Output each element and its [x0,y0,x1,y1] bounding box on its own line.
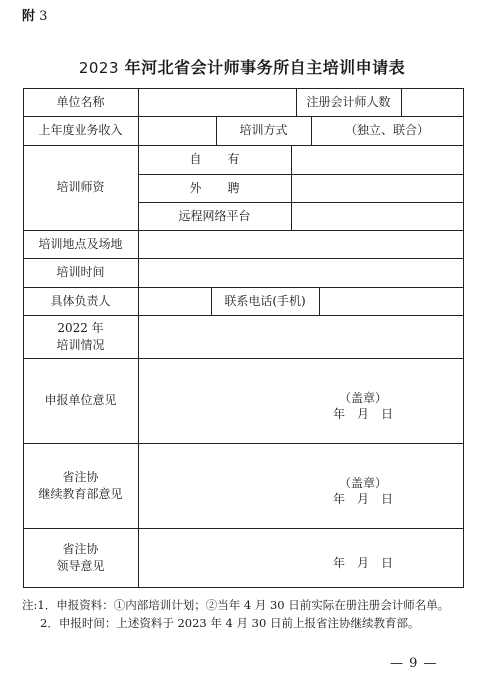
field-unit-name[interactable] [139,89,295,116]
prev-training-year: 2022 年 [57,321,104,336]
field-training-method[interactable]: （独立、联合） [344,123,429,138]
field-cpa-count[interactable] [402,89,463,116]
field-leader-opinion[interactable] [323,554,403,572]
assoc-date-text: 年 月 日 [332,492,393,506]
applicant-seal-text: （盖章） [338,390,387,405]
field-trainer-own[interactable] [292,146,463,174]
prev-training-text: 培训情况 [56,337,105,352]
applicant-date-text: 年 月 日 [332,407,393,421]
page-title [0,55,484,78]
label-training-time: 培训时间 [56,265,105,280]
label-training-method: 培训方式 [239,123,288,138]
label-assoc-opinion [23,443,138,528]
field-trainer-external[interactable] [292,175,463,202]
note-line-2: 2．申报时间：上述资料于 2023 年 4 月 30 日前上报省注协继续教育部。 [40,616,420,630]
assoc-line-2: 继续教育部意见 [38,486,123,501]
field-last-year-revenue[interactable] [139,117,215,145]
page-number: — 9 — [390,656,438,671]
trainer-external-char-1: 外 [189,180,202,195]
label-location: 培训地点及场地 [38,236,123,251]
field-trainer-online[interactable] [292,203,463,230]
label-trainer-external [138,174,291,202]
trainer-own-char-1: 自 [189,152,202,167]
field-person-in-charge[interactable] [139,288,211,315]
field-applicant-opinion[interactable] [323,388,403,424]
field-training-time[interactable] [139,259,463,287]
leader-date-text: 年 月 日 [332,555,393,570]
assoc-seal-text: （盖章） [338,475,387,490]
label-cpa-count: 注册会计师人数 [306,94,391,109]
label-trainer-own [138,145,291,174]
label-unit-name: 单位名称 [56,94,105,109]
field-location[interactable] [139,231,463,258]
label-contact-phone: 联系电话(手机) [224,293,306,308]
table-border-bottom [23,587,464,588]
label-trainers: 培训师资 [56,180,105,195]
application-form-table [23,88,464,588]
attachment-prefix: 附 [22,9,36,24]
attachment-label [22,5,47,24]
leader-line-2: 领导意见 [56,558,105,573]
label-leader-opinion [23,528,138,587]
note-line-1: 注:1．申报资料：①内部培训计划；②当年 4 月 30 日前实际在册注册会计师名单。 [22,598,450,612]
label-last-year-revenue: 上年度业务收入 [38,123,123,138]
field-assoc-opinion[interactable] [323,473,403,509]
attachment-number: 3 [39,9,48,24]
label-person-in-charge: 具体负责人 [50,293,111,308]
label-applicant-opinion: 申报单位意见 [44,393,117,408]
assoc-line-1: 省注协 [62,470,99,485]
trainer-external-char-2: 聘 [227,180,240,195]
label-prev-training [23,315,138,358]
leader-line-1: 省注协 [62,542,99,557]
label-trainer-online: 远程网络平台 [178,208,251,223]
title-year: 2023 [78,59,120,77]
field-prev-training[interactable] [139,316,463,358]
trainer-own-char-2: 有 [227,152,240,167]
field-contact-phone[interactable] [320,288,463,315]
table-border-right [463,88,464,588]
title-text: 年河北省会计师事务所自主培训申请表 [124,58,406,77]
